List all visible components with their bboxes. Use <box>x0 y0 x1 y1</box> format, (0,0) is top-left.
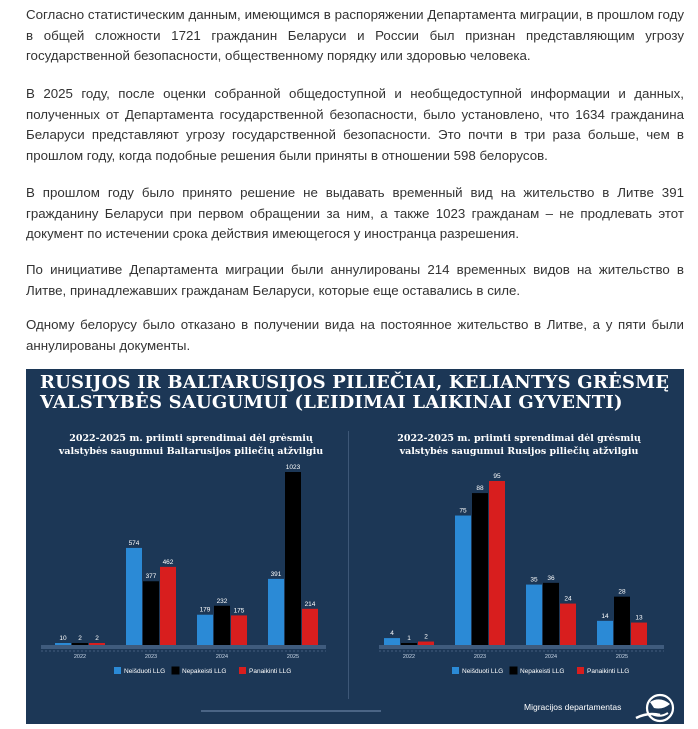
russia-bar-2023-2 <box>489 481 505 645</box>
belarus-tick-label-2025: 2025 <box>286 654 300 660</box>
belarus-bar-2023-0 <box>126 548 142 645</box>
infographic <box>26 369 684 724</box>
belarus-data-label-2024-0: 179 <box>199 606 211 614</box>
russia-legend-label-0: Neišduoti LLG <box>462 668 504 675</box>
belarus-data-label-2023-1: 377 <box>145 573 157 581</box>
russia-data-label-2025-2: 13 <box>635 614 643 622</box>
belarus-tick-label-2024: 2024 <box>215 654 229 660</box>
chart-title-belarus-line-1: 2022-2025 m. priimti sprendimai dėl grėsmių <box>69 433 313 444</box>
belarus-bar-2024-1 <box>214 606 230 645</box>
belarus-x-axis <box>41 645 326 649</box>
belarus-bar-2022-1 <box>72 643 88 645</box>
infographic-title-line-1: RUSIJOS IR BALTARUSIJOS PILIEČIAI, KELIANTYS GRĖSMĘ <box>40 372 670 393</box>
russia-legend-label-1: Nepakeisti LLG <box>520 668 565 675</box>
russia-legend-swatch-2 <box>577 667 584 674</box>
belarus-data-label-2022-2: 2 <box>95 635 99 642</box>
russia-data-label-2022-2: 2 <box>424 633 428 641</box>
belarus-legend-swatch-1 <box>172 667 179 674</box>
belarus-legend-swatch-2 <box>239 667 246 674</box>
russia-data-label-2024-0: 35 <box>530 576 538 584</box>
belarus-bar-2023-1 <box>143 581 159 645</box>
chart-title-belarus-line-2: valstybės saugumui Baltarusijos piliečių atžvilgiu <box>58 446 324 457</box>
russia-bar-2025-1 <box>614 597 630 645</box>
belarus-bar-2025-1 <box>285 472 301 645</box>
russia-bar-2022-2 <box>418 642 434 645</box>
russia-data-label-2023-0: 75 <box>459 507 467 515</box>
russia-data-label-2022-0: 4 <box>390 630 394 638</box>
source-label: Migracijos departamentas <box>524 702 622 712</box>
paragraph-5: Одному белорусу было отказано в получении вида на постоянное жительство в Литве, а у пяти были аннулированы документы. <box>26 317 684 353</box>
russia-legend-swatch-1 <box>510 667 517 674</box>
belarus-data-label-2025-1: 1023 <box>285 464 301 471</box>
russia-legend-label-2: Panaikinti LLG <box>587 668 630 675</box>
russia-data-label-2024-1: 36 <box>547 574 555 582</box>
russia-data-label-2023-1: 88 <box>476 485 484 493</box>
belarus-bar-2024-0 <box>197 615 213 645</box>
russia-bar-2023-1 <box>472 493 488 645</box>
belarus-legend-label-1: Nepakeisti LLG <box>182 668 227 675</box>
charts-svg <box>26 369 684 724</box>
russia-bar-2024-1 <box>543 583 559 645</box>
russia-data-label-2024-2: 24 <box>564 595 572 603</box>
russia-bar-2025-0 <box>597 621 613 645</box>
footer-line <box>201 710 381 712</box>
russia-bar-2022-0 <box>384 638 400 645</box>
belarus-legend-label-0: Neišduoti LLG <box>124 668 166 675</box>
belarus-legend-label-2: Panaikinti LLG <box>249 668 292 675</box>
chart-title-russia-line-1: 2022-2025 m. priimti sprendimai dėl grėsmių <box>397 433 641 444</box>
russia-x-axis <box>379 645 664 649</box>
belarus-data-label-2023-0: 574 <box>128 539 140 547</box>
russia-bar-2024-0 <box>526 585 542 645</box>
russia-tick-label-2023: 2023 <box>473 654 487 660</box>
russia-bar-2025-2 <box>631 623 647 645</box>
russia-tick-label-2022: 2022 <box>402 654 416 660</box>
belarus-data-label-2025-2: 214 <box>304 600 316 608</box>
belarus-bar-2022-2 <box>89 643 105 645</box>
russia-data-label-2022-1: 1 <box>407 635 411 642</box>
russia-legend-swatch-0 <box>452 667 459 674</box>
belarus-data-label-2024-1: 232 <box>216 597 228 605</box>
belarus-bar-2024-2 <box>231 615 247 645</box>
russia-bar-2022-1 <box>401 643 417 645</box>
belarus-legend-swatch-0 <box>114 667 121 674</box>
russia-data-label-2025-1: 28 <box>618 588 626 596</box>
belarus-data-label-2024-2: 175 <box>233 607 245 615</box>
paragraph-3: В прошлом году было принято решение не выдавать временный вид на жительство в Литве 391 гражданину Беларуси при первом обращении за ним, а также 1023 гражданам – не продлевать этот документ по истечении срока действия имеющегося у иностранца разрешения. <box>26 185 684 241</box>
russia-data-label-2023-2: 95 <box>493 473 501 480</box>
belarus-tick-label-2022: 2022 <box>73 654 87 660</box>
paragraph-2: В 2025 году, после оценки собранной общедоступной и необщедоступной информации и данных, полученных от Департамента государственной безопасности, было установлено, что 1634 гражданина Беларуси представляют угрозу государственной безопасности. Это почти в три раза больше, чем в прошлом году, когда подобные решения были приняты в отношении 598 белорусов. <box>26 86 684 163</box>
globe-logo-icon <box>630 688 680 724</box>
belarus-tick-label-2023: 2023 <box>144 654 158 660</box>
belarus-data-label-2022-0: 10 <box>59 635 67 642</box>
russia-tick-label-2024: 2024 <box>544 654 558 660</box>
russia-data-label-2025-0: 14 <box>601 612 609 620</box>
paragraph-1: Согласно статистическим данным, имеющимся в распоряжении Департамента миграции, в прошлом году в общей сложности 1721 гражданин Беларуси и России был признан представляющим угрозу государственной безопасности, общественному порядку или здоровью человека. <box>26 7 684 63</box>
russia-bar-2024-2 <box>560 604 576 645</box>
belarus-data-label-2022-1: 2 <box>78 635 82 642</box>
belarus-bar-2023-2 <box>160 567 176 645</box>
belarus-bar-2025-0 <box>268 579 284 645</box>
chart-title-russia-line-2: valstybės saugumui Rusijos piliečių atžvilgiu <box>399 446 639 457</box>
belarus-data-label-2025-0: 391 <box>270 570 282 578</box>
russia-tick-label-2025: 2025 <box>615 654 629 660</box>
russia-bar-2023-0 <box>455 516 471 645</box>
belarus-bar-2025-2 <box>302 609 318 645</box>
belarus-bar-2022-0 <box>55 643 71 645</box>
paragraph-4: По инициативе Департамента миграции были аннулированы 214 временных видов на жительство в Литве, принадлежавших гражданам Беларуси, которые еще оставались в силе. <box>26 262 684 298</box>
belarus-data-label-2023-2: 462 <box>162 558 174 566</box>
infographic-title-line-2: VALSTYBĖS SAUGUMUI (LEIDIMAI LAIKINAI GYVENTI) <box>40 392 623 413</box>
